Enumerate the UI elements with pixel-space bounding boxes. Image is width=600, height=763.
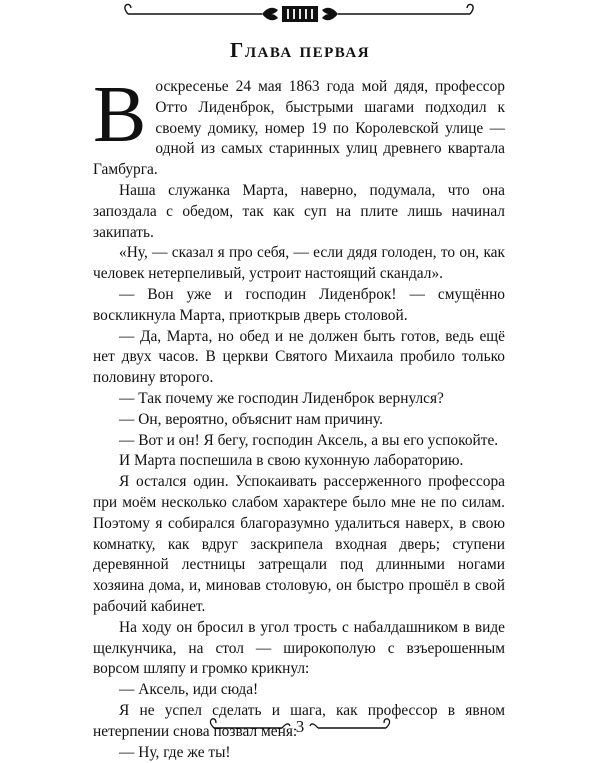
paragraph	[93, 77, 505, 181]
paragraph: — Так почему же господин Лиденброк вернулся?	[93, 389, 505, 410]
paragraph: И Марта поспешила в свою кухонную лабораторию.	[93, 451, 505, 472]
paragraph: — Аксель, иди сюда!	[93, 680, 505, 701]
paragraph: На ходу он бросил в угол трость с набалдашником в виде щелкунчика, на стол — широкополую с взъерошенным ворсом шляпу и громко крикнул:	[93, 618, 505, 680]
paragraph: — Вот и он! Я бегу, господин Аксель, а вы его успокойте.	[93, 431, 505, 452]
paragraph: «Ну, — сказал я про себя, — если дядя голоден, то он, как человек нетерпеливый, устроит настоящий скандал».	[93, 243, 505, 285]
paragraph: Наша служанка Марта, наверно, подумала, что она запоздала с обедом, так как суп на плите лишь начинал закипать.	[93, 181, 505, 243]
paragraph: — Вон уже и господин Лиденброк! — смущённо воскликнула Марта, приоткрыв дверь столовой.	[93, 285, 505, 327]
paragraph: Я не успел сделать и шага, как профессор в явном нетерпении снова позвал меня:	[93, 701, 505, 743]
paragraph: — Да, Марта, но обед и не должен быть готов, ведь ещё нет двух часов. В церкви Святого Михаила пробило только половину второго.	[93, 327, 505, 389]
paragraph-text: оскресенье 24 мая 1863 года мой дядя, профессор Отто Лиденброк, быстрыми шагами подходил к своему домику, номер 19 по Королевской улице — одной из самых старинных улиц древнего квартала Гамбурга.	[93, 78, 505, 178]
page-number: 3	[0, 712, 600, 742]
chapter-title: Глава первая	[0, 38, 600, 63]
body-text	[93, 77, 505, 763]
drop-cap: В	[93, 83, 146, 147]
paragraph: — Он, вероятно, объяснит нам причину.	[93, 410, 505, 431]
paragraph: Я остался один. Успокаивать рассерженного профессора при моём несколько слабом характере было мне не по силам. Поэтому я собирался благоразумно удалиться наверх, в свою комнатку, как вдруг заскрипела входная дверь; ступени деревянной лестницы затрещали под длинными ногами хозяина дома, и, миновав столовую, он быстро прошёл в свой рабочий кабинет.	[93, 472, 505, 618]
paragraph: — Ну, где же ты!	[93, 743, 505, 763]
header-ornament	[0, 0, 600, 30]
